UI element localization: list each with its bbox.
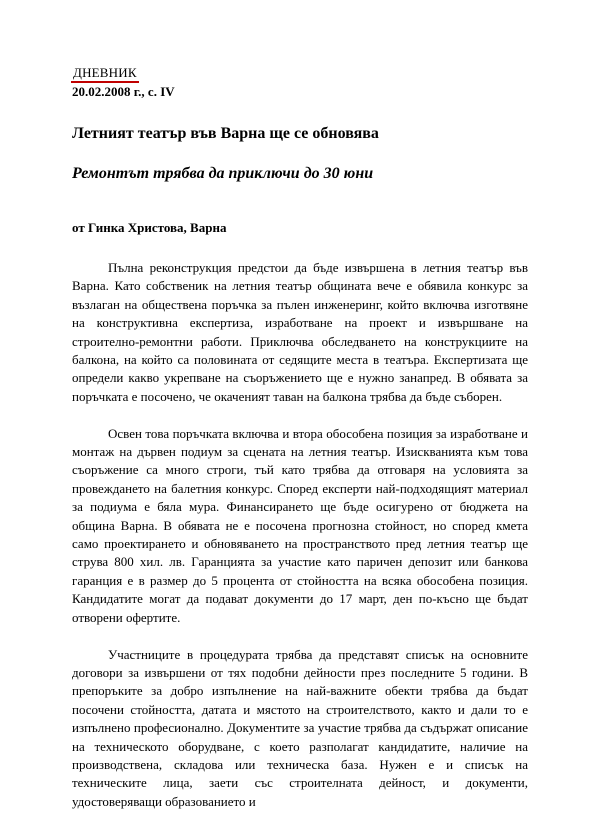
article-body [72,259,528,811]
paragraph: Пълна реконструкция предстои да бъде извършена в летния театър във Варна. Като собственик на летния театър общината вече е обявила конкурс за възлаган на обществена поръчка за пълен инженеринг, който включва изготвяне на конструктивна експертиза, изработване на проект и извършване на строително-ремонтни работи. Приключва обследването на конструкциите на балкона, на който са половината от седящите места в театъра. Експертизата ще определи какво укрепване на съоръжението ще е нужно занапред. В обявата за поръчката е посочено, че окаченият таван на балкона трябва да бъде съборен. [72,260,528,404]
article-subheadline: Ремонтът трябва да приключи до 30 юни [72,165,374,182]
paragraph: Освен това поръчката включва и втора обособена позиция за изработване и монтаж на дървен подиум за сцената на летния театър. Изискванията към това съоръжение са много строги, тъй като трябва да отговаря на условията за провеждането на балетния конкурс. Според експерти най-подходящият материал за подиума е бяла мура. Финансирането ще бъде осигурено от бюджета на община Варна. В обявата не е посочена прогнозна стойност, но според кмета само проектирането и обновяването на пространството пред летния театър ще струва 800 хил. лв. Гаранцията за участие като паричен депозит или банкова гаранция е в размер до 5 процента от стойността на всяка обособена позиция. Кандидатите могат да подават документи до 17 март, ден по-късно ще бъдат отворени офертите. [72,425,528,625]
document-page [72,64,528,830]
article-headline: Летният театър във Варна ще се обновява [72,125,379,142]
publication-date: 20.02.2008 г., с. IV [72,84,175,99]
article-byline: от Гинка Христова, Варна [72,220,227,235]
paragraph: Участниците в процедурата трябва да представят списък на основните договори за извършени от тях подобни дейности през последните 5 години. В препоръките за добро изпълнение на най-важните обекти трябва да бъдат посочени стойността, датата и мястото на строителството, както и дали то е изпълнено професионално. Документите за участие трябва да съдържат описание на техническото оборудване, с което разполагат кандидатите, наличие на производствена, складова или техническа база. Нужен е и списък на техническите лица, заети със строителната дейност, и документи, удостоверяващи образованието и [72,646,528,809]
newspaper-source: ДНЕВНИК [71,65,139,83]
